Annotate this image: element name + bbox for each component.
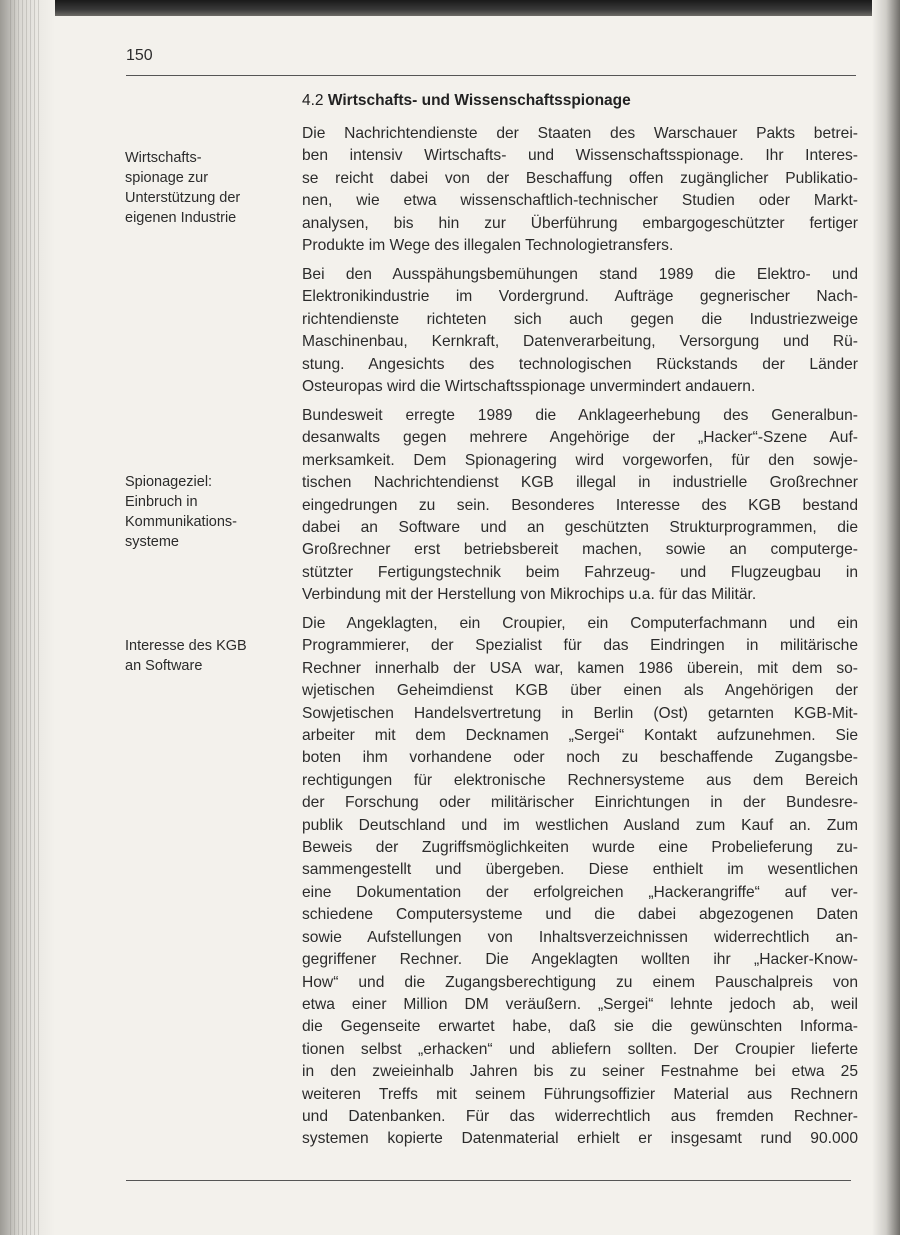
page-right-edge (872, 0, 900, 1235)
text-line: und Datenbanken. Für das widerrechtlich aus fremden Rechner- (302, 1107, 858, 1125)
margin-note-wirtschaftsspionage (125, 148, 275, 228)
text-line: publik Deutschland und im westlichen Ausland zum Kauf an. Zum (302, 816, 858, 834)
margin-note-line: systeme (125, 534, 179, 550)
text-line: se reicht dabei von der Beschaffung offen zugänglicher Publikatio- (302, 169, 858, 187)
section-heading (302, 92, 631, 110)
text-line: merksamkeit. Dem Spionagering wird vorgeworfen, für den sowje- (302, 451, 858, 469)
text-line: Osteuropas wird die Wirtschaftsspionage unvermindert andauern. (302, 378, 756, 396)
text-line: analysen, bis hin zur Überführung embargogeschützter fertiger (302, 214, 858, 232)
margin-note-line: Einbruch in (125, 494, 198, 510)
text-line: wjetischen Geheimdienst KGB über einen als Angehörigen der (302, 682, 858, 700)
text-line: desanwalts gegen mehrere Angehörige der „Hacker“-Szene Auf- (302, 429, 858, 447)
text-line: tionen selbst „erhacken“ und abliefern sollten. Der Croupier lieferte (302, 1040, 858, 1058)
book-spine-edge (0, 0, 55, 1235)
margin-note-line: Wirtschafts- (125, 150, 202, 166)
margin-note-line: Unterstützung der (125, 190, 241, 206)
text-line: stützter Fertigungstechnik beim Fahrzeug- und Flugzeugbau in (302, 563, 858, 581)
text-line: tischen Nachrichtendienst KGB illegal in industrielle Großrechner (302, 474, 858, 492)
margin-note-line: Interesse des KGB (125, 638, 247, 654)
text-line: Beweis der Zugriffsmöglichkeiten wurde eine Probelieferung zu- (302, 839, 858, 857)
paragraph-3 (302, 405, 858, 607)
text-line: die Gegenseite erwartet habe, daß sie die gewünschten Informa- (302, 1018, 858, 1036)
text-line: Bundesweit erregte 1989 die Anklageerhebung des Generalbun- (302, 407, 858, 424)
text-line: richtendienste richteten sich auch gegen die Industriezweige (302, 310, 858, 328)
text-line: How“ und die Zugangsberechtigung zu einem Pauschalpreis von (302, 973, 858, 991)
text-line: systemen kopierte Datenmaterial erhielt er insgesamt rund 90.000 (302, 1130, 858, 1148)
text-line: Großrechner erst betriebsbereit machen, sowie an computerge- (302, 541, 858, 559)
text-line: in den zweieinhalb Jahren bis zu seiner Festnahme bei etwa 25 (302, 1063, 858, 1081)
text-line: Programmierer, der Spezialist für das Eindringen in militärische (302, 637, 858, 655)
text-line: gegriffener Rechner. Die Angeklagten wollten ihr „Hacker-Know- (302, 951, 858, 969)
footer-rule (126, 1180, 851, 1181)
header-rule (126, 75, 856, 76)
text-line: dabei an Software und an geschützten Strukturprogrammen, die (302, 519, 858, 537)
text-line: Produkte im Wege des illegalen Technologietransfers. (302, 237, 674, 255)
text-line: sammengestellt und übergeben. Diese enthielt im wesentlichen (302, 861, 858, 879)
text-line: Elektronikindustrie im Vordergrund. Aufträge gegnerischer Nach- (302, 288, 858, 306)
text-line: Bei den Ausspähungsbemühungen stand 1989 die Elektro- und (302, 266, 858, 283)
text-line: schiedene Computersysteme und die dabei abgezogenen Daten (302, 906, 858, 924)
page-top-edge (0, 0, 900, 16)
text-line: arbeiter mit dem Decknamen „Sergei“ Kontakt aufzunehmen. Sie (302, 727, 858, 745)
text-line: stung. Angesichts des technologischen Rückstands der Länder (302, 355, 858, 373)
section-title: Wirtschafts- und Wissenschaftsspionage (327, 92, 631, 109)
section-number: 4.2 (302, 92, 324, 109)
margin-note-kgb-software (125, 636, 275, 676)
text-line: Sowjetischen Handelsvertretung in Berlin (Ost) getarnten KGB-Mit- (302, 704, 858, 722)
paragraph-1 (302, 123, 858, 257)
margin-note-line: an Software (125, 658, 203, 674)
margin-note-spionageziel (125, 472, 275, 552)
margin-note-line: spionage zur (125, 170, 209, 186)
text-line: Die Angeklagten, ein Croupier, ein Computerfachmann und ein (302, 615, 858, 632)
text-line: eine Dokumentation der erfolgreichen „Hackerangriffe“ auf ver- (302, 883, 858, 901)
text-line: Rechner innerhalb der USA war, kamen 1986 überein, mit dem so- (302, 659, 858, 677)
text-line: ben intensiv Wirtschafts- und Wissenschaftsspionage. Ihr Interes- (302, 147, 858, 165)
margin-note-line: eigenen Industrie (125, 210, 237, 226)
paragraph-4 (302, 613, 858, 1151)
text-line: boten ihm vorhandene oder noch zu beschaffende Zugangsbe- (302, 749, 858, 767)
text-line: eingedrungen zu sein. Besonderes Interesse des KGB bestand (302, 496, 858, 514)
text-line: Verbindung mit der Herstellung von Mikrochips u.a. für das Militär. (302, 586, 757, 604)
margin-note-line: Kommunikations- (125, 514, 238, 530)
text-line: etwa einer Million DM veräußern. „Sergei“ lehnte jedoch ab, weil (302, 995, 858, 1013)
text-line: weiteren Treffs mit seinem Führungsoffizier Material aus Rechnern (302, 1085, 858, 1103)
text-line: der Forschung oder militärischer Einrichtungen in der Bundesre- (302, 794, 858, 812)
paragraph-2 (302, 264, 858, 398)
page-number: 150 (126, 47, 153, 64)
text-line: Maschinenbau, Kernkraft, Datenverarbeitung, Versorgung und Rü- (302, 333, 858, 351)
text-line: rechtigungen für elektronische Rechnersysteme aus dem Bereich (302, 771, 858, 789)
margin-note-line: Spionageziel: (125, 474, 213, 490)
text-line: sowie Aufstellungen von Inhaltsverzeichnissen widerrechtlich an- (302, 928, 858, 946)
text-line: Die Nachrichtendienste der Staaten des Warschauer Pakts betrei- (302, 125, 858, 142)
text-line: nen, wie etwa wissenschaftlich-technischer Studien oder Markt- (302, 192, 858, 210)
